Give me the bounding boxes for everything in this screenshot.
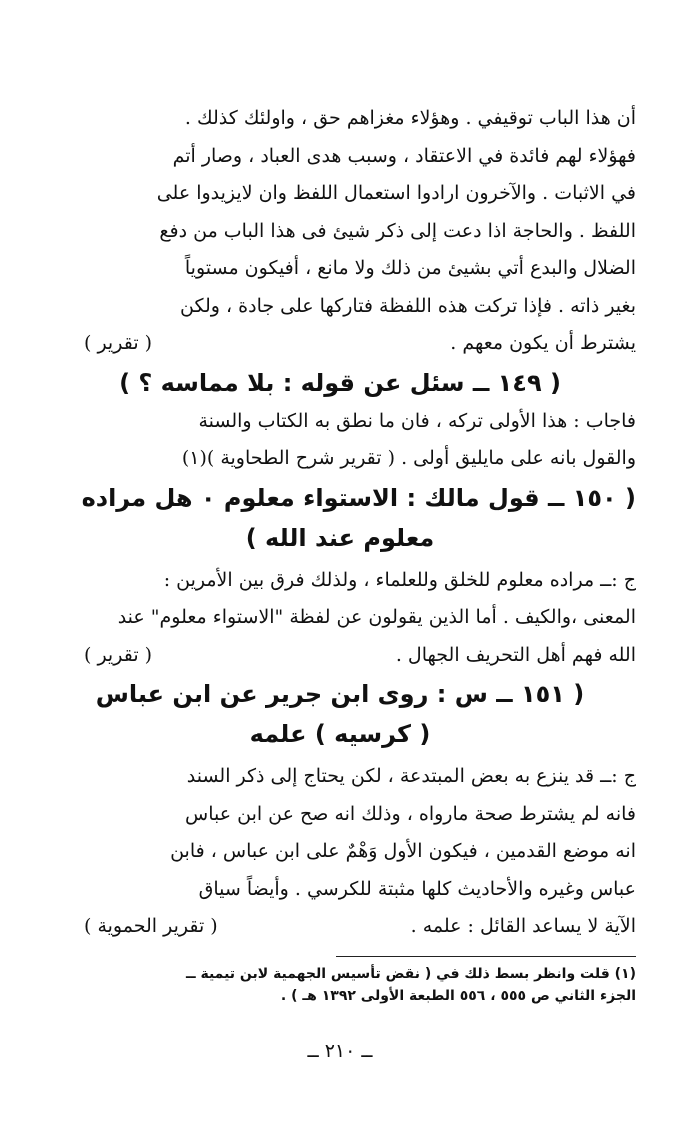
footnote-line: الجزء الثاني ص ٥٥٥ ، ٥٥٦ الطبعة الأولى ١٣٩٢ هـ ) . — [280, 987, 636, 1004]
text-line: المعنى ،والكيف . أما الذين يقولون عن لفظة "الاستواء معلوم" عند — [117, 606, 636, 628]
text-line: والقول بانه على مايليق أولى . ( تقرير شرح الطحاوية )(١) — [181, 447, 636, 469]
answer-149 — [44, 403, 636, 478]
text-line: الضلال والبدع أتي بشيئ من ذلك ولا مانع ، أفيكون مستوياً — [184, 257, 636, 279]
question-151-heading: ( ١٥١ ــ س : روى ابن جرير عن ابن عباس — [95, 680, 585, 708]
text-line — [44, 325, 636, 363]
intro-paragraph — [44, 100, 636, 363]
text-line-end: الله فهم أهل التحريف الجهال . — [395, 643, 636, 666]
text-line: في الاثبات . والآخرون ارادوا استعمال اللفظ وان لايزيدوا على — [156, 182, 636, 204]
text-line — [44, 908, 636, 946]
text-line: عباس وغيره والأحاديث كلها مثبتة للكرسي . وأيضاً سياق — [198, 877, 636, 900]
source-note: ( تقرير الحموية ) — [84, 915, 218, 937]
text-line-end: الآية لا يساعد القائل : علمه . — [410, 915, 636, 937]
question-150-heading: ( ١٥٠ ــ قول مالك : الاستواء معلوم ٠ هل مراده — [81, 483, 636, 512]
source-note: ( تقرير ) — [84, 643, 153, 666]
answer-150 — [44, 562, 636, 675]
footnote-divider — [336, 956, 636, 957]
text-line: بغير ذاته . فإذا تركت هذه اللفظة فتاركها على جادة ، ولكن — [180, 294, 636, 317]
text-line-end: يشترط أن يكون معهم . — [450, 332, 636, 354]
text-line — [44, 637, 636, 675]
text-line: فهؤلاء لهم فائدة في الاعتقاد ، وسبب هدى العباد ، وصار أتم — [172, 144, 636, 167]
text-line: ج :ــ مراده معلوم للخلق وللعلماء ، ولذلك فرق بين الأمرين : — [163, 568, 636, 591]
text-line: اللفظ . والحاجة اذا دعت إلى ذكر شيئ فى هذا الباب من دفع — [159, 219, 636, 242]
text-line: فاجاب : هذا الأولى تركه ، فان ما نطق به الكتاب والسنة — [198, 409, 636, 432]
text-line: ج :ــ قد ينزع به بعض المبتدعة ، لكن يحتاج إلى ذكر السند — [186, 765, 636, 787]
question-151-heading-cont: ( كرسيه ) علمه — [249, 720, 431, 748]
question-149-heading: ( ١٤٩ ــ سئل عن قوله : بلا مماسه ؟ ) — [119, 368, 561, 397]
text-line: فانه لم يشترط صحة مارواه ، وذلك انه صح عن ابن عباس — [185, 802, 636, 825]
footnote — [44, 963, 636, 1007]
text-line: أن هذا الباب توقيفي . وهؤلاء مغزاهم حق ، واولئك كذلك . — [184, 107, 636, 129]
footnote-line: (١) قلت وانظر بسط ذلك في ( نقض تأسيس الجهمية لابن تيمية ــ — [186, 965, 636, 982]
source-note: ( تقرير ) — [84, 332, 153, 354]
question-150-heading-cont: معلوم عند الله ) — [245, 523, 435, 552]
text-line: انه موضع القدمين ، فيكون الأول وَهْمٌ على ابن عباس ، فابن — [170, 840, 636, 862]
answer-151 — [44, 758, 636, 946]
page-number: ــ ٢١٠ ــ — [307, 1040, 373, 1062]
